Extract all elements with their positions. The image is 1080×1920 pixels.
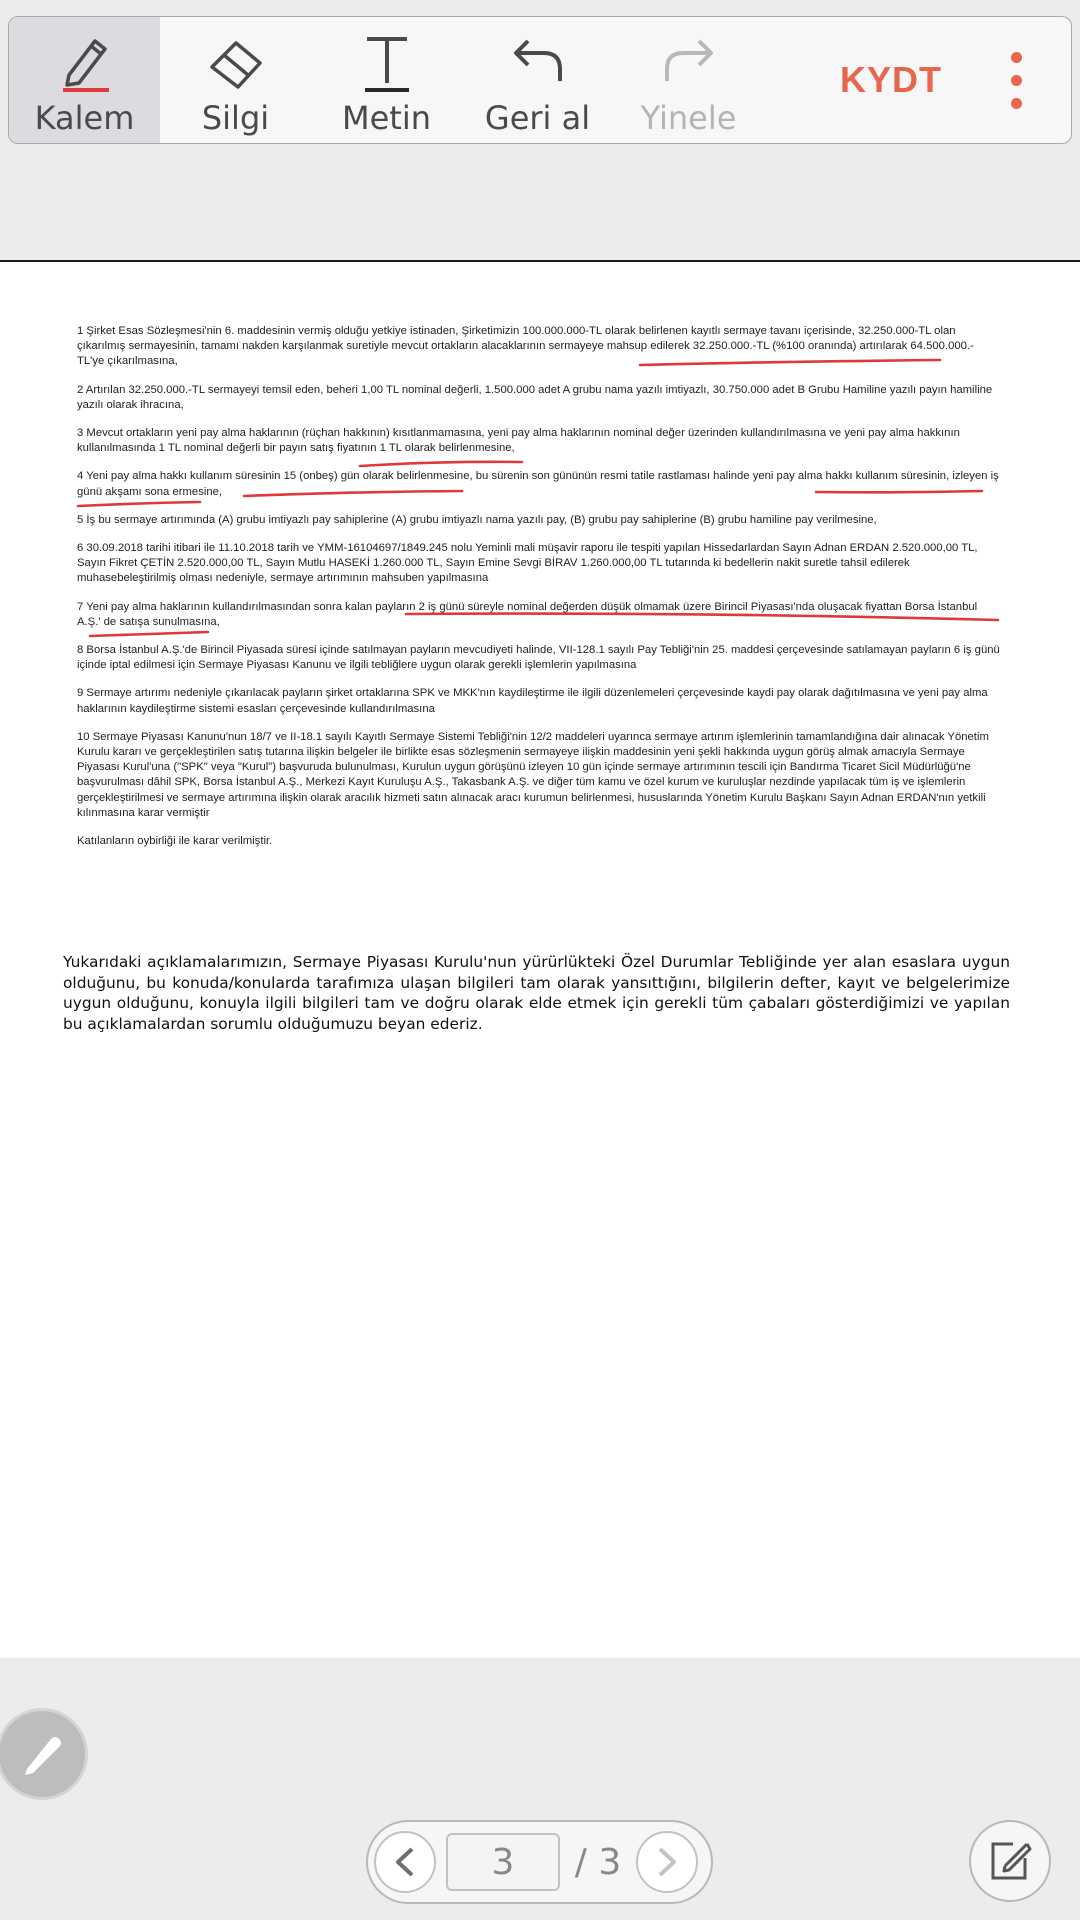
chevron-right-icon: [652, 1845, 682, 1879]
floating-pen-button[interactable]: [0, 1708, 88, 1800]
document-page[interactable]: [0, 262, 1080, 1658]
more-vertical-icon: [1011, 52, 1022, 63]
eraser-icon: [206, 31, 266, 93]
page-navigator: [366, 1820, 713, 1904]
annotation-toolbar: [8, 16, 1072, 144]
page-total: / 3: [574, 1841, 622, 1883]
document-closing: Katılanların oybirliği ile karar verilmiştir.: [77, 835, 273, 848]
toolbar-spacer: [764, 17, 821, 143]
document-item: 4 Yeni pay alma hakkı kullanım süresinin 15 (onbeş) gün olarak belirlenmesine, bu sürenin son gününün resmi tatile rastlaması halinde yeni pay alma hakkı kullanım süresinin, izleyen iş günü akşamı sona ermesine,: [77, 470, 999, 498]
document-item: 3 Mevcut ortakların yeni pay alma haklarının (rüçhan hakkının) kısıtlanmamasına, yeni pay alma haklarının nominal değer üzerinden kullandırılmasına ve yeni pay alma hakkının kullanılmasında 1 TL nominal değerli bir payın satış fiyatının 1 TL olarak belirlenmesine,: [77, 427, 960, 455]
edit-document-button[interactable]: [969, 1820, 1051, 1902]
tool-eraser[interactable]: [160, 17, 311, 143]
tool-undo[interactable]: [462, 17, 613, 143]
tool-pen[interactable]: [9, 17, 160, 143]
text-icon: [357, 31, 417, 93]
tool-eraser-label: Silgi: [201, 99, 270, 137]
more-dot: [1011, 75, 1022, 86]
document-item: 1 Şirket Esas Sözleşmesi'nin 6. maddesinin vermiş olduğu yetkiye istinaden, Şirketimizin 100.000.000-TL olarak belirlenen kayıtlı sermaye tavanı içerisinde, 32.250.000-TL olan çıkarılmış sermayesinin, tamamı nakden karşılanmak suretiyle mevcut ortakların alacaklarının sermayeye mahsup edilerek 32.250.000.-TL (%100 oranında) artırılarak 64.500.000.-TL'ye çıkarılmasına,: [77, 325, 974, 368]
tool-redo[interactable]: [613, 17, 764, 143]
document-item: 5 İş bu sermaye artırımında (A) grubu imtiyazlı pay sahiplerine (A) grubu imtiyazlı nama yazılı pay, (B) grubu pay sahiplerine (B) grubu hamiline pay verilmesine,: [77, 513, 877, 526]
chevron-left-icon: [390, 1845, 420, 1879]
document-body: [77, 324, 1001, 862]
document-item: 10 Sermaye Piyasası Kanunu'nun 18/7 ve II-18.1 sayılı Kayıtlı Sermaye Sistemi Tebliği'nin 12/2 maddeleri uyarınca sermaye artırım işlemlerinin tamamlandığına dair alınacak Yönetim Kurulu kararı ve gerçekleştirilen satış tutarına ilişkin belgeler ile birlikte esas sözleşmenin sermayeye ilişkin maddesinin yeni şekli hakkında uygun görüş almak amacıyla Sermaye Piyasası Kurul'una ("SPK" veya "Kurul") başvuruda bulunulması, Kurulun uygun görüşünü izleyen 10 gün içinde sermaye artırımının tescili için Bandırma Ticaret Sicil Müdürlüğü'ne başvurulması dâhil SPK, Borsa İstanbul A.Ş., Merkezi Kayıt Kuruluşu A.Ş., Takasbank A.Ş. ve diğer tüm kamu ve özel kurum ve kuruluşlar nezdinde yapılacak tüm iş ve işlemlerin gerçekleştirilmesi ve sermaye artırımına ilişkin olarak aracılık hizmeti satın alınacak aracı kurumun belirlenmesi, hususlarında Yönetim Kurulu Başkanı Sayın Adnan ERDAN'nın yetkili kılınmasına karar vermiştir: [77, 730, 989, 819]
save-button[interactable]: KYDT: [840, 59, 942, 100]
tool-undo-label: Geri al: [484, 99, 591, 137]
page-number-input[interactable]: 3: [446, 1833, 560, 1891]
disclosure-statement: Yukarıdaki açıklamalarımızın, Sermaye Piyasası Kurulu'nun yürürlükteki Özel Durumlar Tebliğinde yer alan esaslara uygun olduğunu, bu konuda/konularda tarafımıza ulaşan bilgileri tam olarak yansıttığını, bilgilerin defter, kayıt ve belgelerimize uygun olduğunu, konuyla ilgili bilgileri tam ve doğru olarak elde etmek için gerekli tüm çabaları gösterdiğimizi ve yapılan bu açıklamalardan sorumlu olduğumuzu beyan ederiz.: [63, 953, 1010, 1033]
document-item: 6 30.09.2018 tarihi itibari ile 11.10.2018 tarih ve YMM-16104697/1849.245 nolu Yeminli mali müşavir raporu ile tespiti yapılan Hissedarlardan Sayın Adnan ERDAN 2.520.000,00 TL, Sayın Fikret ÇETİN 2.520.000,00 TL, Sayın Mutlu HASEKİ 1.260.000 TL, Sayın Emine Sevgi BİRAV 1.260.000,00 TL tutarında ki bedellerin nakit suretle tahsil edilerek muhasebeleştirilmiş olması nedeniyle, sermaye artırımının mahsuben yapılmasına: [77, 542, 978, 585]
document-item: 2 Artırılan 32.250.000.-TL sermayeyi temsil eden, beheri 1,00 TL nominal değerli, 1.500.000 adet A grubu nama yazılı imtiyazlı, 30.750.000 adet B Grubu Hamiline yazılı payın hamiline yazılı olarak ihracına,: [77, 383, 993, 411]
undo-icon: [508, 31, 568, 93]
tool-pen-label: Kalem: [34, 99, 135, 137]
pen-icon: [55, 31, 115, 93]
document-item: 8 Borsa İstanbul A.Ş.'de Birincil Piyasada süresi içinde satılmayan payların mevcudiyeti halinde, VII-128.1 sayılı Pay Tebliği'nin 25. maddesi çerçevesinde satılamayan payların 6 iş günü içinde iptal edilmesi için Sermaye Piyasası Kanunu ve ilgili tebliğlere uygun olarak gerekli işlemlerin yapılmasına: [77, 644, 1000, 672]
more-menu-button[interactable]: [961, 17, 1071, 143]
document-item: 9 Sermaye artırımı nedeniyle çıkarılacak payların şirket ortaklarına SPK ve MKK'nın kaydileştirme ile ilgili düzenlemeleri çerçevesinde kaydi pay olarak dağıtılmasına ve yeni pay alma haklarının kaydileştirme sistemi esasları çerçevesinde kullandırılmasına: [77, 687, 988, 715]
redo-icon: [659, 31, 719, 93]
next-page-button[interactable]: [636, 1831, 698, 1893]
edit-document-icon: [987, 1838, 1033, 1884]
more-dot: [1011, 98, 1022, 109]
pen-icon: [17, 1729, 67, 1779]
document-item: 7 Yeni pay alma haklarının kullandırılmasından sonra kalan payların 2 iş günü süreyle nominal değerden düşük olmamak üzere Birincil Piyasası'nda oluşacak fiyattan Borsa İstanbul A.Ş.' de satışa sunulmasına,: [77, 600, 978, 628]
tool-redo-label: Yinele: [640, 99, 737, 137]
prev-page-button[interactable]: [374, 1831, 436, 1893]
tool-text-label: Metin: [341, 99, 431, 137]
tool-text[interactable]: [311, 17, 462, 143]
